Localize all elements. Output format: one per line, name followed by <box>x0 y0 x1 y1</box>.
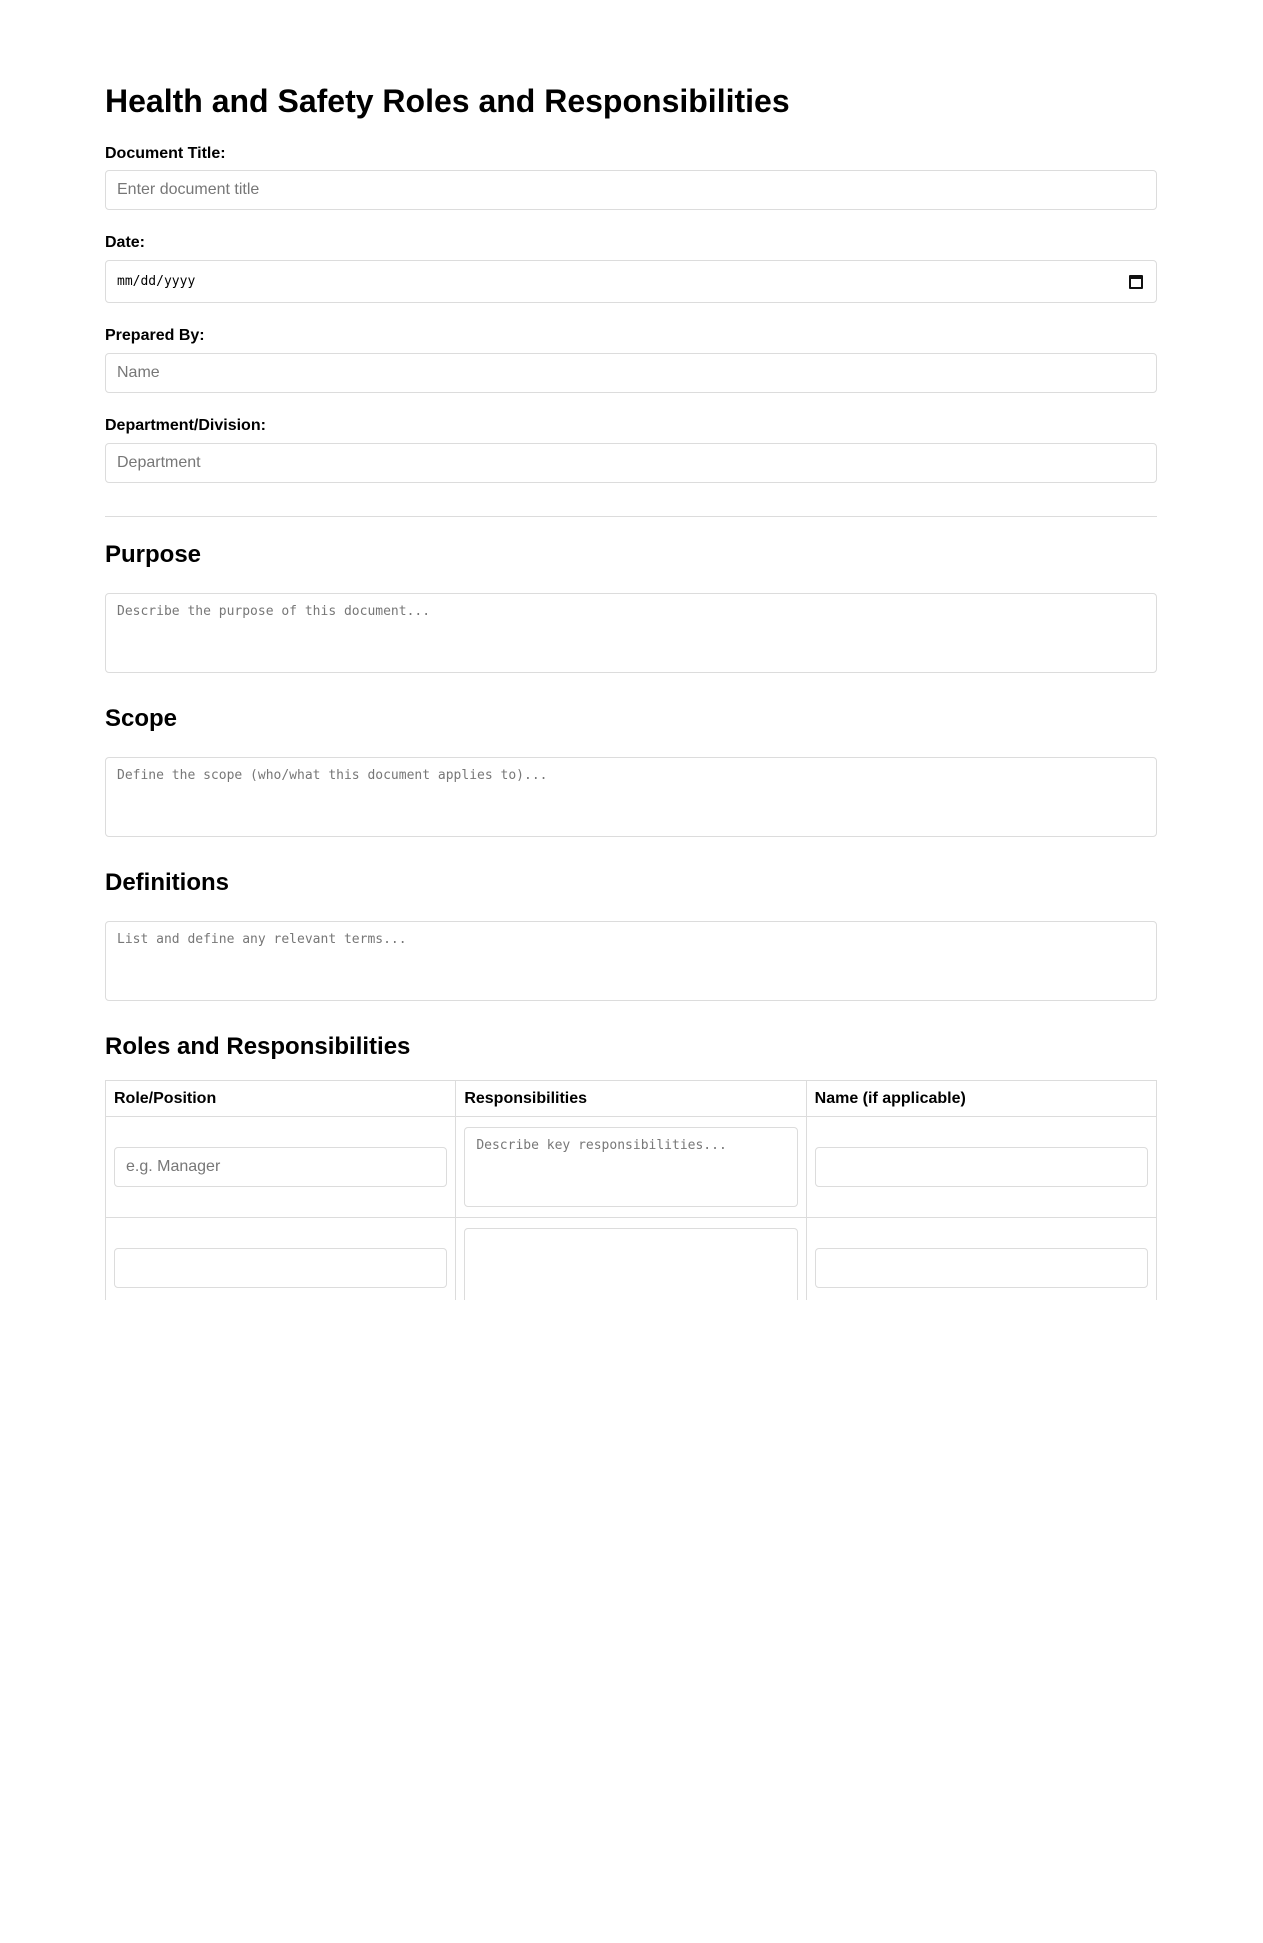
document-title-label: Document Title: <box>105 145 226 162</box>
document-title-input[interactable] <box>105 170 1157 210</box>
role-cell <box>106 1117 456 1218</box>
department-input[interactable] <box>105 443 1157 483</box>
name-cell <box>806 1218 1156 1301</box>
date-placeholder: mm/dd/yyyy <box>117 274 196 289</box>
responsibilities-placeholder: Describe key responsibilities... <box>476 1138 727 1153</box>
purpose-heading: Purpose <box>105 541 202 568</box>
prepared-by-input[interactable] <box>105 353 1157 393</box>
responsibilities-cell <box>456 1218 806 1301</box>
department-label: Department/Division: <box>105 417 266 434</box>
column-header-name: Name (if applicable) <box>806 1081 1156 1117</box>
section-divider <box>105 516 1157 517</box>
date-label: Date: <box>105 234 146 251</box>
column-header-responsibilities: Responsibilities <box>456 1081 806 1117</box>
name-cell <box>806 1117 1156 1218</box>
roles-table <box>105 1080 1157 1300</box>
table-header-row <box>106 1081 1157 1117</box>
definitions-placeholder: List and define any relevant terms... <box>117 932 407 947</box>
responsibilities-textarea[interactable] <box>464 1127 797 1207</box>
role-input[interactable] <box>114 1248 447 1288</box>
prepared-by-placeholder: Name <box>117 364 160 381</box>
calendar-icon[interactable] <box>1129 275 1143 289</box>
page-title: Health and Safety Roles and Responsibilities <box>105 83 790 119</box>
roles-heading: Roles and Responsibilities <box>105 1033 411 1060</box>
column-header-role: Role/Position <box>106 1081 456 1117</box>
table-row <box>106 1218 1157 1301</box>
department-placeholder: Department <box>117 454 201 471</box>
responsibilities-cell <box>456 1117 806 1218</box>
role-cell <box>106 1218 456 1301</box>
name-input[interactable] <box>815 1147 1148 1187</box>
name-input[interactable] <box>815 1248 1148 1288</box>
table-row <box>106 1117 1157 1218</box>
scope-textarea[interactable] <box>105 757 1157 837</box>
role-placeholder: e.g. Manager <box>126 1158 221 1175</box>
scope-placeholder: Define the scope (who/what this document applies to)... <box>117 768 548 783</box>
definitions-textarea[interactable] <box>105 921 1157 1001</box>
document-title-placeholder: Enter document title <box>117 181 260 198</box>
role-input[interactable] <box>114 1147 447 1187</box>
scope-heading: Scope <box>105 705 178 732</box>
roles-table-container <box>105 1080 1157 1300</box>
date-input[interactable] <box>105 260 1157 303</box>
definitions-heading: Definitions <box>105 869 229 896</box>
purpose-textarea[interactable] <box>105 593 1157 673</box>
responsibilities-textarea[interactable] <box>464 1228 797 1300</box>
purpose-placeholder: Describe the purpose of this document... <box>117 604 431 619</box>
prepared-by-label: Prepared By: <box>105 327 205 344</box>
